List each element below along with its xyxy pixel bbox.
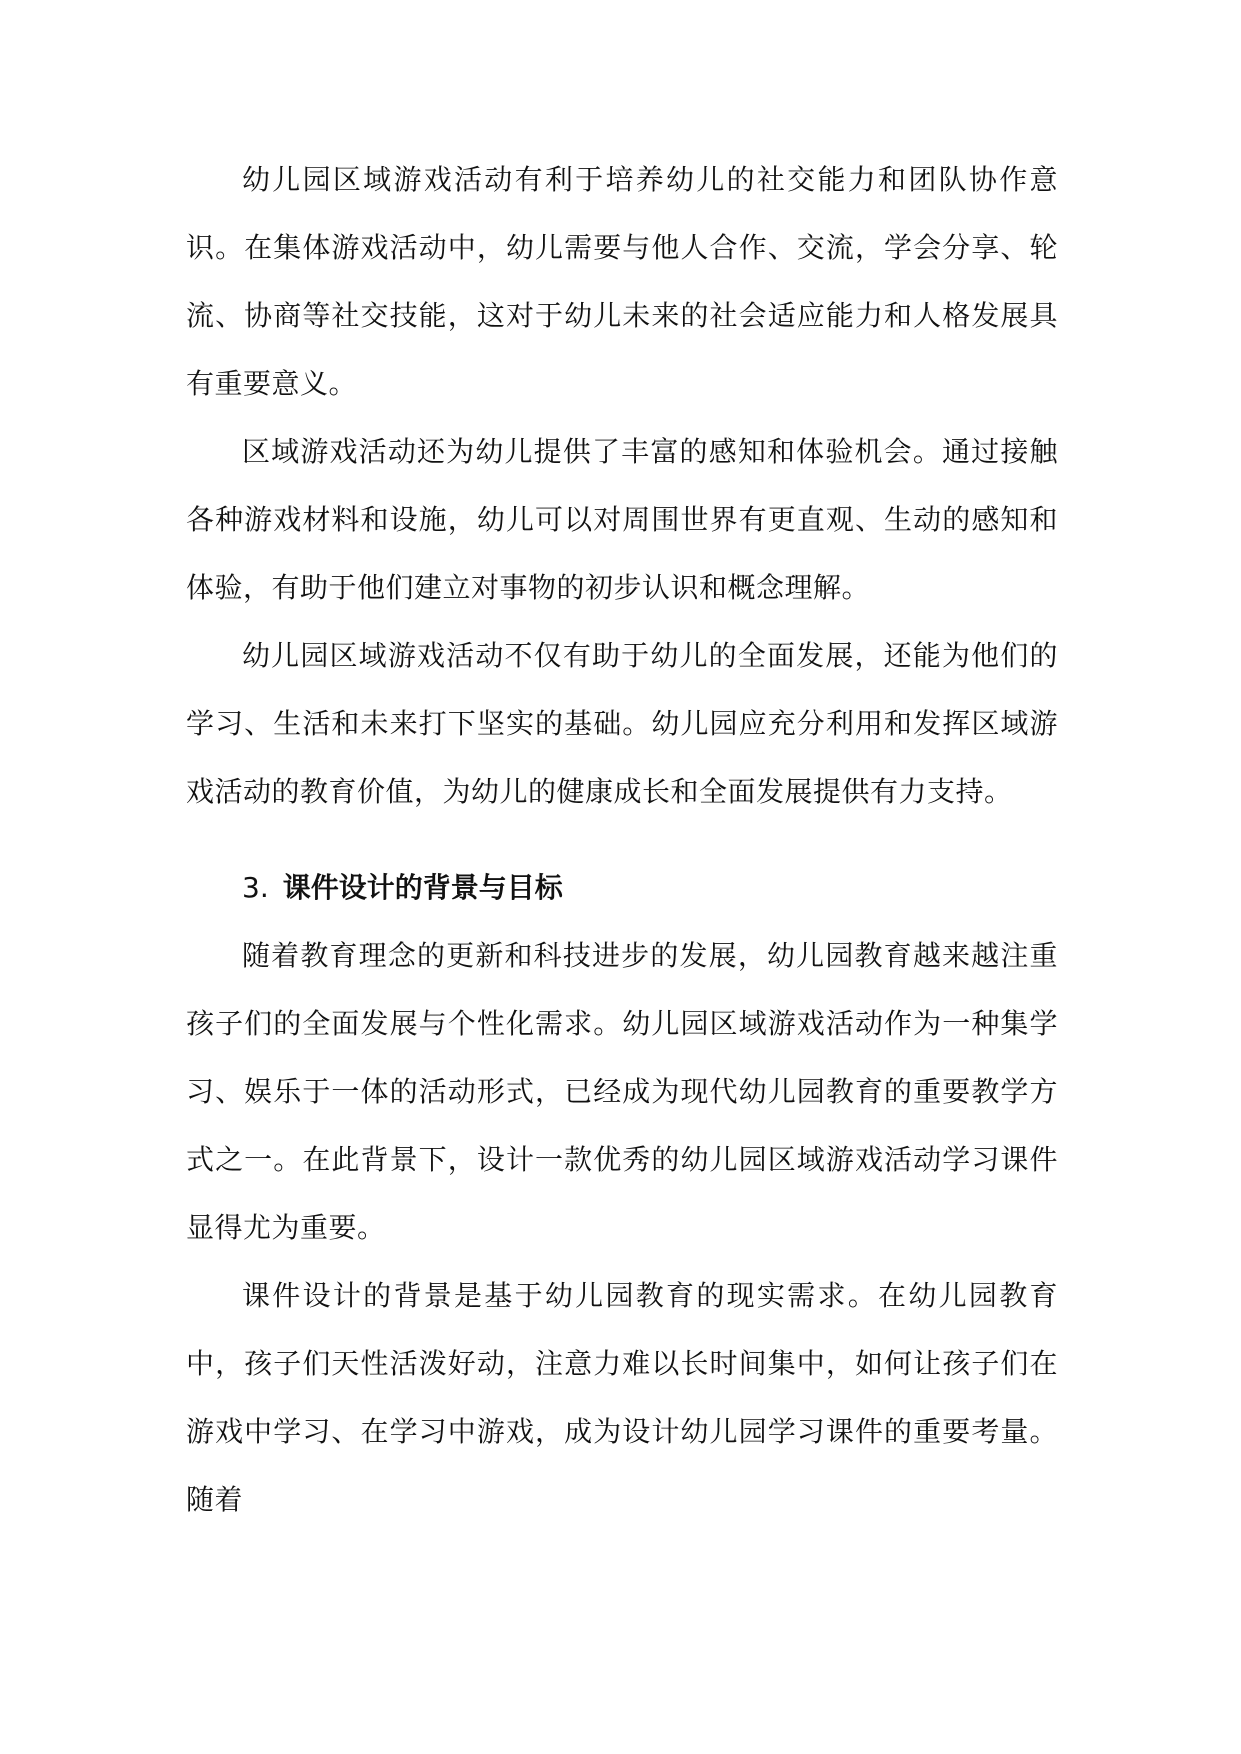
section-heading xyxy=(186,854,1058,922)
paragraph-realistic-needs: 课件设计的背景是基于幼儿园教育的现实需求。在幼儿园教育中，孩子们天性活泼好动，注意力难以长时间集中，如何让孩子们在游戏中学习、在学习中游戏，成为设计幼儿园学习课件的重要考量。随着 xyxy=(186,1279,1058,1516)
document-body xyxy=(186,146,1058,1534)
paragraph-social-skills: 幼儿园区域游戏活动有利于培养幼儿的社交能力和团队协作意识。在集体游戏活动中，幼儿需要与他人合作、交流，学会分享、轮流、协商等社交技能，这对于幼儿未来的社会适应能力和人格发展具有重要意义。 xyxy=(186,163,1058,400)
section-number: 3. xyxy=(242,871,269,904)
paragraph-perception: 区域游戏活动还为幼儿提供了丰富的感知和体验机会。通过接触各种游戏材料和设施，幼儿可以对周围世界有更直观、生动的感知和体验，有助于他们建立对事物的初步认识和概念理解。 xyxy=(186,435,1058,604)
section-title: 课件设计的背景与目标 xyxy=(282,871,563,904)
paragraph-background: 随着教育理念的更新和科技进步的发展，幼儿园教育越来越注重孩子们的全面发展与个性化需求。幼儿园区域游戏活动作为一种集学习、娱乐于一体的活动形式，已经成为现代幼儿园教育的重要教学方式之一。在此背景下，设计一款优秀的幼儿园区域游戏活动学习课件显得尤为重要。 xyxy=(186,939,1058,1244)
paragraph-overall-development: 幼儿园区域游戏活动不仅有助于幼儿的全面发展，还能为他们的学习、生活和未来打下坚实的基础。幼儿园应充分利用和发挥区域游戏活动的教育价值，为幼儿的健康成长和全面发展提供有力支持。 xyxy=(186,639,1058,808)
